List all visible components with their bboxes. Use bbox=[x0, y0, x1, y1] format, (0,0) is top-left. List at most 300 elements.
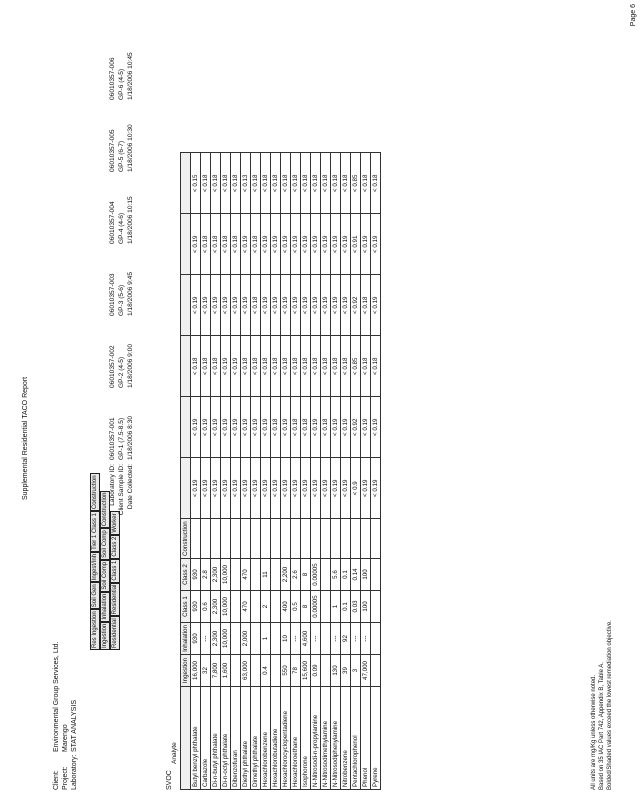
project-label: Project: bbox=[62, 766, 69, 790]
result-value: < 0.18 bbox=[301, 336, 311, 397]
standard-value bbox=[251, 623, 261, 655]
standard-value: 39 bbox=[341, 655, 351, 687]
result-value: < 0.18 bbox=[291, 153, 301, 214]
standard-value: 0.09 bbox=[311, 655, 321, 687]
result-value: < 0.19 bbox=[301, 458, 311, 519]
result-value: < 0.19 bbox=[341, 214, 351, 275]
result-value: < 0.18 bbox=[271, 336, 281, 397]
table-row bbox=[221, 153, 231, 790]
result-value: < 0.19 bbox=[301, 214, 311, 275]
result-value: < 0.19 bbox=[201, 458, 211, 519]
result-value: < 0.18 bbox=[291, 397, 301, 458]
sample-info-value: 06010357-003 bbox=[109, 273, 116, 316]
sample-info-value: GP-2 (4-5) bbox=[118, 356, 125, 388]
result-value: < 0.19 bbox=[221, 275, 231, 336]
table-row bbox=[351, 153, 361, 790]
standard-value bbox=[321, 655, 331, 687]
sample-info-label: Client Sample ID: bbox=[118, 464, 125, 516]
table-row bbox=[191, 153, 201, 790]
result-value: < 0.18 bbox=[321, 336, 331, 397]
standard-value bbox=[311, 519, 321, 559]
standard-value: 5.6 bbox=[331, 559, 341, 591]
standard-value: 92 bbox=[341, 623, 351, 655]
hb-cell: Class 1 bbox=[112, 560, 118, 581]
analyte-name: Nitrobenzene bbox=[341, 687, 351, 790]
analyte-name: N-Nitrosodi-n-propylamine bbox=[311, 687, 321, 790]
result-value: < 0.18 bbox=[281, 153, 291, 214]
sample-info-label: Date Collected: bbox=[127, 464, 134, 510]
standard-value: 930 bbox=[191, 559, 201, 591]
result-value: < 0.18 bbox=[221, 214, 231, 275]
standard-value: 10,000 bbox=[221, 591, 231, 623]
result-value: < 0.18 bbox=[261, 336, 271, 397]
analyte-name: Phenol bbox=[361, 687, 371, 790]
result-value: < 0.19 bbox=[361, 458, 371, 519]
result-value: < 0.19 bbox=[231, 458, 241, 519]
result-value: < 0.19 bbox=[371, 397, 381, 458]
result-value: < 0.18 bbox=[331, 153, 341, 214]
standard-value bbox=[271, 591, 281, 623]
standard-value: 47,000 bbox=[361, 655, 371, 687]
result-value: < 0.19 bbox=[231, 336, 241, 397]
standard-value: 2.8 bbox=[201, 559, 211, 591]
result-value: < 0.19 bbox=[241, 214, 251, 275]
result-value: < 0.9 bbox=[351, 458, 361, 519]
result-value: < 0.19 bbox=[211, 458, 221, 519]
sample-info-label: Laboratory ID: bbox=[109, 464, 116, 506]
table-row bbox=[211, 153, 221, 790]
table-row bbox=[281, 153, 291, 790]
result-value: < 0.91 bbox=[351, 214, 361, 275]
standard-value bbox=[221, 519, 231, 559]
standard-value bbox=[351, 519, 361, 559]
standard-value: 2,300 bbox=[211, 591, 221, 623]
sample-info-value: 1/18/2006 10:30 bbox=[127, 124, 134, 172]
analyte-name: Hexachlorobutadiene bbox=[271, 687, 281, 790]
standard-value: 8 bbox=[301, 591, 311, 623]
result-value: < 0.18 bbox=[291, 336, 301, 397]
sample-info-value: 06010357-001 bbox=[109, 417, 116, 460]
result-value: < 0.85 bbox=[351, 153, 361, 214]
standard-value bbox=[371, 559, 381, 591]
standard-value bbox=[271, 623, 281, 655]
sample-column-header bbox=[181, 214, 191, 275]
standard-value bbox=[201, 519, 211, 559]
table-row bbox=[201, 153, 211, 790]
standard-value bbox=[241, 519, 251, 559]
standard-value: 0.6 bbox=[201, 591, 211, 623]
hb-cell: Soil Gen bbox=[92, 584, 98, 608]
standard-value: 0.14 bbox=[351, 559, 361, 591]
standard-value: 100 bbox=[361, 559, 371, 591]
result-value: < 0.19 bbox=[291, 275, 301, 336]
result-value: < 0.19 bbox=[241, 275, 251, 336]
result-value: < 0.85 bbox=[351, 336, 361, 397]
result-value: < 0.19 bbox=[341, 397, 351, 458]
laboratory-label: Laboratory: bbox=[71, 754, 78, 790]
result-value: < 0.18 bbox=[211, 153, 221, 214]
standard-value bbox=[371, 655, 381, 687]
result-value: < 0.18 bbox=[281, 336, 291, 397]
table-row bbox=[231, 153, 241, 790]
result-value: < 0.18 bbox=[211, 214, 221, 275]
result-value: < 0.19 bbox=[331, 214, 341, 275]
standard-value bbox=[231, 591, 241, 623]
result-value: < 0.18 bbox=[301, 397, 311, 458]
result-value: < 0.18 bbox=[311, 336, 321, 397]
analyte-name: N-Nitrosodimethylamine bbox=[321, 687, 331, 790]
standard-value bbox=[231, 655, 241, 687]
result-value: < 0.19 bbox=[291, 458, 301, 519]
sample-info-value: GP-3 (5-6) bbox=[118, 284, 125, 316]
hb-cell: Ingestion bbox=[102, 623, 108, 648]
table-row bbox=[371, 153, 381, 790]
standard-value bbox=[291, 519, 301, 559]
result-value: < 0.19 bbox=[311, 275, 321, 336]
sample-info-value: 1/18/2006 9:45 bbox=[127, 272, 134, 316]
hb-cell: Soil Comp bbox=[102, 561, 108, 590]
result-value: < 0.18 bbox=[361, 153, 371, 214]
standard-value: 2 bbox=[261, 591, 271, 623]
result-value: < 0.19 bbox=[321, 214, 331, 275]
result-value: < 0.18 bbox=[251, 336, 261, 397]
standard-value bbox=[231, 559, 241, 591]
laboratory-value: STAT ANALYSIS bbox=[71, 699, 78, 752]
result-value: < 0.19 bbox=[321, 458, 331, 519]
result-value: < 0.19 bbox=[281, 458, 291, 519]
hb-cell: Worker bbox=[112, 513, 118, 533]
client-label: Client: bbox=[53, 770, 60, 790]
sample-column-header bbox=[181, 458, 191, 519]
standard-value: --- bbox=[331, 623, 341, 655]
standard-value: 11 bbox=[261, 559, 271, 591]
result-value: < 0.19 bbox=[241, 458, 251, 519]
standard-value: 1,600 bbox=[221, 655, 231, 687]
standard-value: 0.00005 bbox=[311, 559, 321, 591]
result-value: < 0.19 bbox=[331, 458, 341, 519]
result-value: < 0.19 bbox=[361, 214, 371, 275]
standard-value bbox=[371, 623, 381, 655]
result-value: < 0.19 bbox=[251, 458, 261, 519]
standard-value: --- bbox=[201, 623, 211, 655]
standard-value: 0.1 bbox=[341, 559, 351, 591]
result-value: < 0.18 bbox=[321, 153, 331, 214]
sample-info-row bbox=[117, 28, 126, 542]
result-value: < 0.18 bbox=[361, 336, 371, 397]
footnote: All units are mg/Kg unless otherwise noted. bbox=[591, 674, 597, 790]
standard-value bbox=[251, 591, 261, 623]
standard-value: 2,300 bbox=[211, 559, 221, 591]
hb-cell: Res Ingestion bbox=[92, 611, 98, 648]
result-value: < 0.18 bbox=[331, 336, 341, 397]
standard-value bbox=[191, 519, 201, 559]
sample-column-header bbox=[181, 275, 191, 336]
result-value: < 0.19 bbox=[361, 397, 371, 458]
result-value: < 0.19 bbox=[191, 214, 201, 275]
analyte-name: Dimethyl phthalate bbox=[251, 687, 261, 790]
standard-value: 0.1 bbox=[341, 591, 351, 623]
sample-info-value: GP-5 (6-7) bbox=[118, 140, 125, 172]
standard-value: 0.03 bbox=[351, 591, 361, 623]
page-number: Page 6 bbox=[630, 4, 637, 27]
standard-value: 470 bbox=[241, 559, 251, 591]
analyte-name: Di-n-octyl phthalate bbox=[221, 687, 231, 790]
analyte-name: Isophorone bbox=[301, 687, 311, 790]
result-value: < 0.19 bbox=[231, 397, 241, 458]
analyte-name: Hexachloroethane bbox=[291, 687, 301, 790]
standard-value bbox=[251, 519, 261, 559]
result-value: < 0.18 bbox=[201, 336, 211, 397]
result-value: < 0.18 bbox=[271, 397, 281, 458]
standard-value: --- bbox=[291, 623, 301, 655]
hb-cell: Tier 1 Class 1 bbox=[92, 513, 98, 550]
standard-value bbox=[371, 519, 381, 559]
standard-value: 0.00005 bbox=[311, 591, 321, 623]
standard-value bbox=[231, 623, 241, 655]
sample-id-block bbox=[108, 28, 135, 542]
hb-cell: Class 2 bbox=[112, 536, 118, 557]
sample-info-value: GP-6 (4-5) bbox=[118, 68, 125, 100]
standard-value: --- bbox=[351, 623, 361, 655]
standard-value: 8 bbox=[301, 559, 311, 591]
standard-value bbox=[281, 519, 291, 559]
result-value: < 0.19 bbox=[341, 275, 351, 336]
result-value: < 0.19 bbox=[311, 458, 321, 519]
result-value: < 0.19 bbox=[261, 458, 271, 519]
result-value: < 0.19 bbox=[221, 336, 231, 397]
result-value: < 0.19 bbox=[211, 397, 221, 458]
table-row bbox=[271, 153, 281, 790]
sample-info-value: 1/18/2006 10:45 bbox=[127, 52, 134, 100]
result-value: < 0.19 bbox=[371, 275, 381, 336]
standard-value bbox=[321, 519, 331, 559]
standard-value: 0.4 bbox=[261, 655, 271, 687]
standard-value: 930 bbox=[191, 591, 201, 623]
hb-cell: Soil Comp bbox=[102, 530, 108, 558]
footnote: Bolded/Shaded values exceed the lowest remediation objective. bbox=[607, 620, 613, 790]
sample-info-value: 1/18/2006 9:00 bbox=[127, 344, 134, 388]
result-value: < 0.18 bbox=[321, 397, 331, 458]
sample-info-value: 06010357-004 bbox=[109, 201, 116, 244]
hb-cell: Residential bbox=[112, 584, 118, 615]
standard-value: 10,000 bbox=[221, 623, 231, 655]
result-value: < 0.19 bbox=[281, 397, 291, 458]
standard-value bbox=[321, 623, 331, 655]
analyte-name: Pentachlorophenol bbox=[351, 687, 361, 790]
standard-value: 3 bbox=[351, 655, 361, 687]
hb-cell: Inhalation bbox=[102, 593, 108, 620]
standard-value bbox=[271, 519, 281, 559]
result-value: < 0.18 bbox=[251, 153, 261, 214]
column-header: Construction bbox=[181, 519, 191, 559]
standard-value: 400 bbox=[281, 591, 291, 623]
result-value: < 0.18 bbox=[311, 153, 321, 214]
result-value: < 0.19 bbox=[261, 275, 271, 336]
footnote: Based on 35 IAC Part 742, Appendix B, Table A. bbox=[599, 662, 605, 790]
result-value: < 0.18 bbox=[361, 275, 371, 336]
sample-column-header bbox=[181, 336, 191, 397]
standard-value: 7,800 bbox=[211, 655, 221, 687]
result-value: < 0.18 bbox=[191, 336, 201, 397]
table-row bbox=[311, 153, 321, 790]
sample-info-value: GP-1 (7.5-8.5) bbox=[118, 417, 125, 460]
results-table bbox=[180, 152, 381, 790]
result-value: < 0.92 bbox=[351, 397, 361, 458]
result-value: < 0.19 bbox=[291, 214, 301, 275]
analyte-name: Hexachlorobenzene bbox=[261, 687, 271, 790]
project-value: Marengo bbox=[62, 724, 69, 752]
column-header: Class 1 bbox=[181, 591, 191, 623]
analyte-name: Carbazole bbox=[201, 687, 211, 790]
result-value: < 0.15 bbox=[191, 153, 201, 214]
column-header: Class 2 bbox=[181, 559, 191, 591]
result-value: < 0.19 bbox=[271, 214, 281, 275]
standard-value: 100 bbox=[361, 591, 371, 623]
result-value: < 0.19 bbox=[231, 275, 241, 336]
standard-value: --- bbox=[361, 623, 371, 655]
result-value: < 0.19 bbox=[301, 275, 311, 336]
standard-value: 10 bbox=[281, 623, 291, 655]
result-value: < 0.19 bbox=[331, 275, 341, 336]
hb-cell: Ingest/Inh bbox=[92, 553, 98, 581]
result-value: < 0.19 bbox=[261, 214, 271, 275]
result-value: < 0.19 bbox=[311, 397, 321, 458]
standard-value bbox=[321, 559, 331, 591]
standard-value bbox=[251, 655, 261, 687]
table-row bbox=[301, 153, 311, 790]
table-row bbox=[331, 153, 341, 790]
sample-column-header bbox=[181, 153, 191, 214]
standard-value bbox=[231, 519, 241, 559]
standard-value bbox=[361, 519, 371, 559]
hb-cell: Construction bbox=[92, 475, 98, 510]
result-value: < 0.18 bbox=[271, 153, 281, 214]
analyte-column-header bbox=[181, 687, 191, 790]
section-label: SVOC bbox=[166, 770, 173, 790]
table-row bbox=[361, 153, 371, 790]
standard-value: 930 bbox=[191, 623, 201, 655]
standard-value: 2,200 bbox=[281, 559, 291, 591]
standard-value: 1 bbox=[261, 623, 271, 655]
result-value: < 0.19 bbox=[271, 458, 281, 519]
standard-value bbox=[271, 559, 281, 591]
analyte-name: N-Nitrosodiphenylamine bbox=[331, 687, 341, 790]
result-value: < 0.19 bbox=[271, 275, 281, 336]
standard-value bbox=[341, 519, 351, 559]
result-value: < 0.19 bbox=[221, 397, 231, 458]
standard-value: 130 bbox=[331, 655, 341, 687]
table-row bbox=[291, 153, 301, 790]
result-value: < 0.19 bbox=[341, 458, 351, 519]
analyte-name: Hexachlorocyclopentadiene bbox=[281, 687, 291, 790]
standard-value: 32 bbox=[201, 655, 211, 687]
standard-value: --- bbox=[311, 623, 321, 655]
result-value: < 0.19 bbox=[371, 214, 381, 275]
result-value: < 0.19 bbox=[331, 397, 341, 458]
sample-info-row bbox=[108, 28, 117, 542]
footnotes bbox=[590, 620, 614, 790]
standard-value bbox=[271, 655, 281, 687]
result-value: < 0.18 bbox=[341, 336, 351, 397]
result-value: < 0.19 bbox=[191, 275, 201, 336]
result-value: < 0.13 bbox=[241, 153, 251, 214]
result-value: < 0.19 bbox=[191, 458, 201, 519]
sample-info-value: 06010357-005 bbox=[109, 129, 116, 172]
result-value: < 0.19 bbox=[191, 397, 201, 458]
standard-value: 0.5 bbox=[291, 591, 301, 623]
result-value: < 0.19 bbox=[321, 275, 331, 336]
standard-value bbox=[211, 519, 221, 559]
standard-value: 550 bbox=[281, 655, 291, 687]
report-title: Supplemental Residential TACO Report bbox=[22, 376, 29, 500]
result-value: < 0.18 bbox=[221, 153, 231, 214]
standard-value: 1 bbox=[331, 591, 341, 623]
sample-info-row bbox=[126, 28, 135, 542]
analyte-name: Dibenzofuran bbox=[231, 687, 241, 790]
standard-value: 15,600 bbox=[301, 655, 311, 687]
standard-value: 4,600 bbox=[301, 623, 311, 655]
result-value: < 0.18 bbox=[211, 336, 221, 397]
result-value: < 0.19 bbox=[251, 397, 261, 458]
hb-cell: Residential bbox=[112, 618, 118, 648]
standard-value: 16,000 bbox=[191, 655, 201, 687]
table-row bbox=[321, 153, 331, 790]
analyte-name: Butyl benzyl phthalate bbox=[191, 687, 201, 790]
result-value: < 0.18 bbox=[251, 214, 261, 275]
table-row bbox=[261, 153, 271, 790]
analyte-name: Pyrene bbox=[371, 687, 381, 790]
result-value: < 0.18 bbox=[201, 214, 211, 275]
sample-info-value: GP-4 (4-6) bbox=[118, 212, 125, 244]
sample-info-value: 06010357-006 bbox=[109, 57, 116, 100]
result-value: < 0.92 bbox=[351, 275, 361, 336]
standard-value bbox=[251, 559, 261, 591]
result-value: < 0.19 bbox=[241, 397, 251, 458]
standard-value: 2,300 bbox=[211, 623, 221, 655]
table-header-row bbox=[181, 153, 191, 790]
analyte-name: Di-n-butyl phthalate bbox=[211, 687, 221, 790]
sample-info-value: 1/18/2006 8:30 bbox=[127, 416, 134, 460]
sample-info-value: 1/18/2006 10:15 bbox=[127, 196, 134, 244]
result-value: < 0.18 bbox=[261, 153, 271, 214]
result-value: < 0.19 bbox=[281, 275, 291, 336]
client-value: Environmental Group Services, Ltd. bbox=[53, 641, 60, 752]
standard-value bbox=[331, 519, 341, 559]
result-value: < 0.19 bbox=[201, 275, 211, 336]
result-value: < 0.18 bbox=[341, 153, 351, 214]
result-value: < 0.19 bbox=[371, 458, 381, 519]
standard-value: 78 bbox=[291, 655, 301, 687]
column-header: Inhalation bbox=[181, 623, 191, 655]
standard-value bbox=[261, 519, 271, 559]
result-value: < 0.19 bbox=[281, 214, 291, 275]
result-value: < 0.18 bbox=[231, 153, 241, 214]
result-value: < 0.19 bbox=[211, 275, 221, 336]
client-info bbox=[52, 642, 79, 791]
standard-value bbox=[321, 591, 331, 623]
result-value: < 0.18 bbox=[251, 275, 261, 336]
sample-column-header bbox=[181, 397, 191, 458]
result-value: < 0.18 bbox=[301, 153, 311, 214]
result-value: < 0.19 bbox=[201, 397, 211, 458]
result-value: < 0.19 bbox=[221, 458, 231, 519]
standard-value: 2,000 bbox=[241, 623, 251, 655]
sample-info-value: 06010357-002 bbox=[109, 345, 116, 388]
result-value: < 0.18 bbox=[371, 153, 381, 214]
analyte-header: Analyte bbox=[171, 742, 178, 764]
standard-value bbox=[301, 519, 311, 559]
column-header: Ingestion bbox=[181, 655, 191, 687]
